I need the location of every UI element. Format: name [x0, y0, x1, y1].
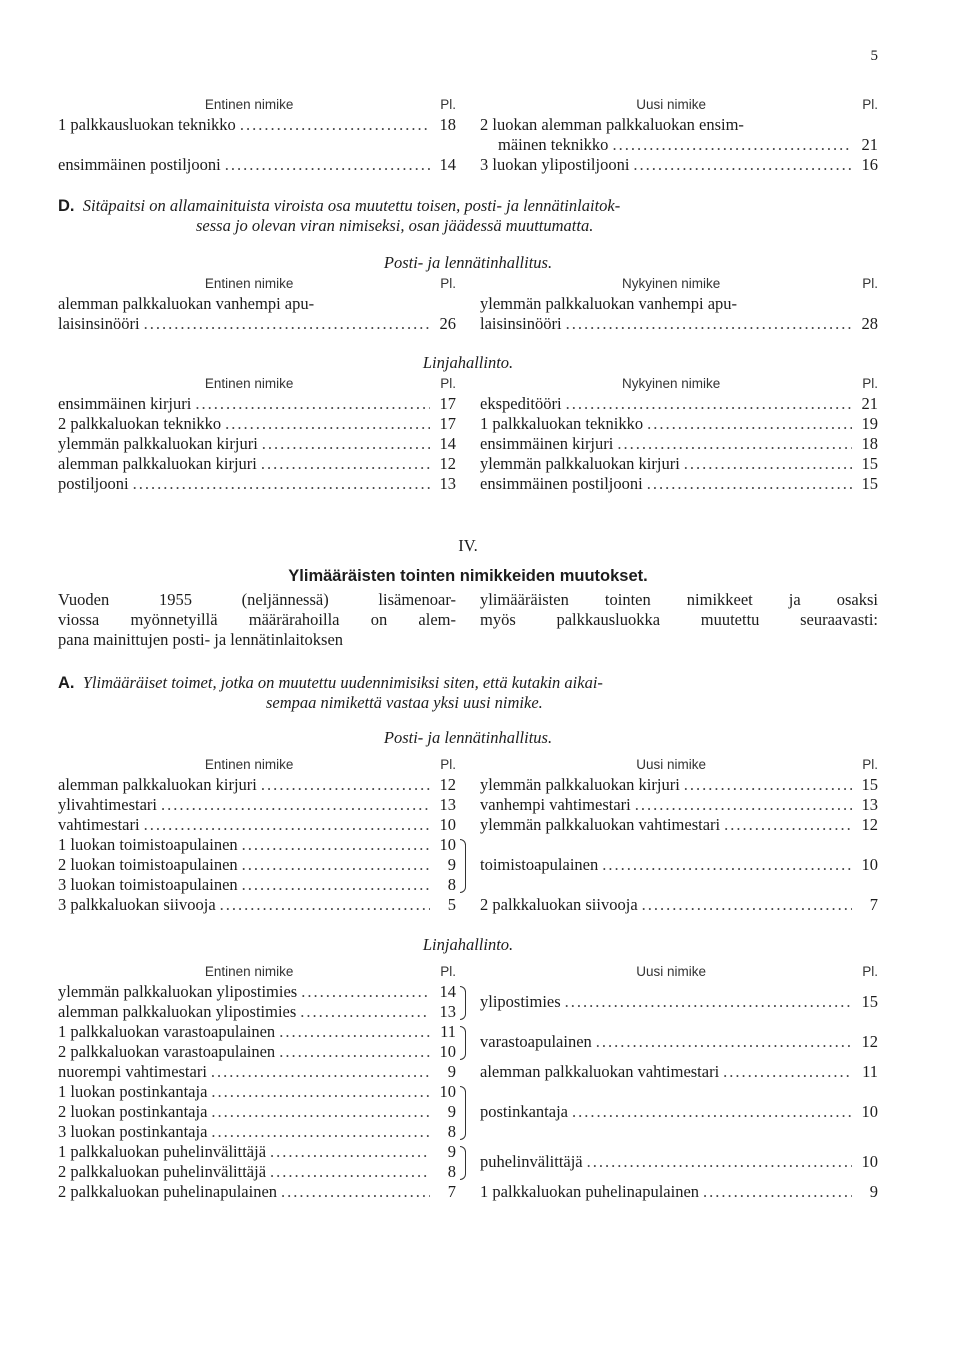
title-cell: postiljooni — [58, 474, 129, 493]
paragraph-line: viossa myönnetyillä määrärahoilla on alem- — [58, 610, 456, 629]
group-brace — [460, 986, 466, 1020]
top-table — [58, 95, 878, 175]
paragraph-line: Vuoden 1955 (neljännessä) lisämenoar- — [58, 590, 456, 609]
section-letter: A. — [58, 674, 75, 692]
section-d-text: sessa jo olevan viran nimiseksi, osan jäädessä muuttumatta. — [196, 216, 594, 235]
dot-leader — [703, 1182, 852, 1202]
table-row-merged — [480, 1102, 878, 1122]
title-cell: varastoapulainen — [480, 1032, 592, 1051]
title-cell: alemman palkkaluokan vahtimestari — [480, 1062, 720, 1081]
table-row — [58, 1002, 456, 1022]
table-row — [58, 775, 456, 795]
pay-class-cell: 15 — [861, 992, 878, 1011]
table-row-merged — [480, 775, 878, 795]
title-cell: 2 luokan toimistoapulainen — [58, 855, 238, 874]
section-a-text: sempaa nimikettä vastaa yksi uusi nimike. — [266, 693, 543, 712]
table-row-merged — [480, 795, 878, 815]
dot-leader — [300, 1002, 430, 1022]
table-row — [58, 1102, 456, 1122]
pay-class-cell: 13 — [439, 474, 456, 493]
dot-leader — [211, 1102, 430, 1122]
part-heading: Ylimääräisten tointen nimikkeiden muutokset. — [288, 567, 648, 585]
column-header-left: Entinen nimike Pl. — [204, 964, 456, 979]
table-row — [58, 1122, 456, 1142]
dot-leader — [635, 795, 852, 815]
dot-leader — [279, 1042, 430, 1062]
pay-class-cell: 13 — [439, 1002, 456, 1021]
table-row — [58, 982, 456, 1002]
dot-leader — [211, 1082, 430, 1102]
pay-class-cell: 15 — [861, 775, 878, 794]
column-header-right: Nykyinen nimike Pl. — [621, 376, 878, 391]
table-row-merged — [480, 1062, 878, 1082]
section-letter: D. — [58, 197, 75, 215]
table-row-merged — [480, 1152, 878, 1172]
table-row — [58, 1042, 456, 1062]
table-row: laisinsinööri ..... 28 — [480, 314, 878, 334]
dot-leader — [723, 1062, 852, 1082]
title-cell: 1 palkkaluokan varastoapulainen — [58, 1022, 276, 1041]
dot-leader — [566, 394, 852, 414]
pay-class-cell: 15 — [861, 474, 878, 493]
table-row: laisinsinööri ..... 26 — [58, 314, 456, 334]
dot-leader — [133, 474, 430, 494]
table-row — [58, 414, 456, 434]
title-cell: ensimmäinen kirjuri — [58, 394, 192, 413]
dot-leader — [602, 855, 852, 875]
dot-leader — [220, 895, 430, 915]
group-brace — [460, 1146, 466, 1180]
pay-class-cell: 8 — [447, 1162, 456, 1181]
dot-leader — [144, 815, 430, 835]
title-cell: vahtimestari — [58, 815, 140, 834]
pay-class-cell: 10 — [439, 835, 456, 854]
title-cell: 3 luokan postinkantaja — [58, 1122, 208, 1141]
paragraph-line: pana mainittujen posti- ja lennätinlaitoksen — [58, 630, 344, 649]
dot-leader — [242, 875, 430, 895]
dot-leader — [647, 414, 852, 434]
dot-leader — [279, 1022, 430, 1042]
pay-class-cell: 10 — [439, 815, 456, 834]
paragraph-line: ylimääräisten tointen nimikkeet ja osaksi — [480, 590, 878, 609]
title-cell: ylemmän palkkaluokan ylipostimies — [58, 982, 298, 1001]
column-header-left: Entinen nimike Pl. — [204, 757, 456, 772]
title-cell: ylemmän palkkaluokan kirjuri — [480, 454, 680, 473]
table-row — [58, 835, 456, 855]
table-row-line: alemman palkkaluokan vanhempi apu- — [58, 294, 315, 313]
pay-class-cell: 19 — [861, 414, 878, 433]
title-cell: ylivahtimestari — [58, 795, 157, 814]
pay-class-cell: 7 — [447, 1182, 456, 1201]
table-row-merged — [480, 815, 878, 835]
section-title: Posti- ja lennätinhallitus. — [383, 253, 553, 272]
table-row-merged — [480, 895, 878, 915]
paragraph-left — [58, 590, 456, 650]
title-cell: 1 palkkaluokan puhelinapulainen — [480, 1182, 700, 1201]
dot-leader — [684, 454, 852, 474]
title-cell: puhelinvälittäjä — [480, 1152, 583, 1171]
title-cell: toimistoapulainen — [480, 855, 599, 874]
dot-leader — [211, 1122, 430, 1142]
pay-class-cell: 10 — [861, 1102, 878, 1121]
column-header-left: Entinen nimike Pl. — [204, 376, 456, 391]
table-row-merged — [480, 992, 878, 1012]
dot-leader — [261, 775, 430, 795]
pay-class-cell: 14 — [439, 434, 456, 453]
dot-leader — [301, 982, 430, 1002]
dot-leader — [270, 1142, 430, 1162]
dot-leader — [161, 795, 430, 815]
title-cell: 1 palkkaluokan teknikko — [480, 414, 644, 433]
pay-class-cell: 5 — [447, 895, 456, 914]
title-cell: 1 palkkaluokan puhelinvälittäjä — [58, 1142, 267, 1161]
dot-leader — [211, 1062, 430, 1082]
section-d-text: Sitäpaitsi on allamainituista viroista osa muutettu toisen, posti- ja lennätinlaitok- — [82, 196, 621, 215]
pay-class-cell: 9 — [447, 1102, 456, 1121]
pay-class-cell: 12 — [861, 1032, 878, 1051]
dot-leader — [195, 394, 430, 414]
pay-class-cell: 18 — [861, 434, 878, 453]
table-row — [58, 474, 456, 494]
dot-leader — [647, 474, 852, 494]
pay-class-cell: 8 — [447, 875, 456, 894]
column-header-left: Entinen nimike Pl. — [204, 276, 456, 291]
section-title: Posti- ja lennätinhallitus. — [383, 728, 553, 747]
paragraph-right — [480, 590, 878, 650]
pay-class-cell: 9 — [869, 1182, 878, 1201]
table-row — [58, 1062, 456, 1082]
linja-section-2 — [58, 934, 878, 1202]
pay-class-cell: 15 — [861, 454, 878, 473]
pay-class-cell: 14 — [439, 982, 456, 1001]
title-cell: 2 palkkaluokan teknikko — [58, 414, 222, 433]
table-row — [58, 394, 456, 414]
column-header-right: Uusi nimike Pl. — [636, 97, 878, 112]
pay-class-cell: 10 — [439, 1082, 456, 1101]
column-header-right: Uusi nimike Pl. — [636, 964, 878, 979]
dot-leader — [225, 414, 430, 434]
title-cell: ekspeditööri — [480, 394, 562, 413]
title-cell: ensimmäinen kirjuri — [480, 434, 614, 453]
table-row — [58, 1182, 456, 1202]
table-row — [58, 434, 456, 454]
table-row — [480, 474, 878, 494]
table-row — [480, 394, 878, 414]
part-iv — [58, 536, 878, 650]
title-cell: alemman palkkaluokan ylipostimies — [58, 1002, 297, 1021]
title-cell: 2 luokan postinkantaja — [58, 1102, 208, 1121]
group-brace — [460, 1086, 466, 1140]
table-row — [58, 855, 456, 875]
dot-leader — [242, 835, 430, 855]
table-row-merged — [480, 1182, 878, 1202]
pay-class-cell: 9 — [447, 1062, 456, 1081]
dot-leader — [572, 1102, 852, 1122]
dot-leader — [261, 454, 430, 474]
pay-class-cell: 10 — [439, 1042, 456, 1061]
title-cell: ylemmän palkkaluokan kirjuri — [58, 434, 258, 453]
title-cell: 3 palkkaluokan siivooja — [58, 895, 216, 914]
pay-class-cell: 13 — [439, 795, 456, 814]
title-cell: 2 palkkaluokan varastoapulainen — [58, 1042, 276, 1061]
title-cell: 1 luokan toimistoapulainen — [58, 835, 238, 854]
table-row — [58, 795, 456, 815]
pay-class-cell: 12 — [861, 815, 878, 834]
pay-class-cell: 21 — [861, 394, 878, 413]
table-row — [58, 1142, 456, 1162]
pay-class-cell: 10 — [861, 1152, 878, 1171]
section-title: Linjahallinto. — [422, 935, 514, 954]
linja-section-1 — [58, 352, 878, 494]
section-a — [58, 673, 878, 713]
pay-class-cell: 9 — [447, 855, 456, 874]
dot-leader — [270, 1162, 430, 1182]
group-brace — [460, 1026, 466, 1060]
dot-leader — [596, 1032, 852, 1052]
table-row — [480, 414, 878, 434]
posti-section-2 — [58, 727, 878, 915]
section-d — [58, 196, 878, 236]
column-header-right: Uusi nimike Pl. — [636, 757, 878, 772]
title-cell: vanhempi vahtimestari — [480, 795, 631, 814]
dot-leader — [587, 1152, 852, 1172]
dot-leader — [684, 775, 852, 795]
title-cell: 1 luokan postinkantaja — [58, 1082, 208, 1101]
dot-leader — [242, 855, 430, 875]
section-title: Linjahallinto. — [422, 353, 514, 372]
title-cell: 2 palkkaluokan puhelinvälittäjä — [58, 1162, 267, 1181]
table-row: 3 luokan ylipostiljooni ..... 16 — [480, 155, 878, 175]
section-a-text: Ylimääräiset toimet, jotka on muutettu uudennimisiksi siten, että kutakin aikai- — [82, 673, 603, 692]
pay-class-cell: 8 — [447, 1122, 456, 1141]
table-row — [58, 454, 456, 474]
title-cell: ylipostimies — [480, 992, 561, 1011]
posti-section-1 — [58, 252, 878, 334]
table-row: ensimmäinen postiljooni ..... 14 — [58, 155, 456, 175]
pay-class-cell: 7 — [869, 895, 878, 914]
title-cell: 3 luokan toimistoapulainen — [58, 875, 238, 894]
dot-leader — [642, 895, 852, 915]
title-cell: postinkantaja — [480, 1102, 568, 1121]
table-row-merged — [480, 855, 878, 875]
table-row — [58, 895, 456, 915]
page-number: 5 — [870, 48, 878, 64]
table-row — [480, 454, 878, 474]
table-row — [58, 1082, 456, 1102]
dot-leader — [281, 1182, 430, 1202]
title-cell: alemman palkkaluokan kirjuri — [58, 775, 257, 794]
dot-leader — [617, 434, 852, 454]
dot-leader — [565, 992, 852, 1012]
pay-class-cell: 9 — [447, 1142, 456, 1161]
pay-class-cell: 17 — [439, 394, 456, 413]
pay-class-cell: 10 — [861, 855, 878, 874]
table-row-merged — [480, 1032, 878, 1052]
column-header-right: Nykyinen nimike Pl. — [621, 276, 878, 291]
pay-class-cell: 17 — [439, 414, 456, 433]
title-cell: 2 palkkaluokan siivooja — [480, 895, 638, 914]
column-header-left: Entinen nimike Pl. — [204, 97, 456, 112]
pay-class-cell: 12 — [439, 454, 456, 473]
title-cell: ylemmän palkkaluokan kirjuri — [480, 775, 680, 794]
title-cell: ylemmän palkkaluokan vahtimestari — [480, 815, 721, 834]
title-cell: ensimmäinen postiljooni — [480, 474, 643, 493]
table-row — [58, 815, 456, 835]
table-row — [480, 434, 878, 454]
title-cell: 2 palkkaluokan puhelinapulainen — [58, 1182, 278, 1201]
table-row-line: ylemmän palkkaluokan vanhempi apu- — [480, 294, 738, 313]
paragraph-line: myös palkkausluokka muutettu seuraavasti: — [480, 610, 878, 629]
table-row: 1 palkkausluokan teknikko ..... 18 — [58, 115, 456, 135]
table-row: mäinen teknikko ..... 21 — [480, 135, 878, 155]
group-brace — [460, 839, 466, 893]
pay-class-cell: 11 — [440, 1022, 456, 1041]
pay-class-cell: 11 — [862, 1062, 878, 1081]
table-row — [58, 1022, 456, 1042]
table-row-line: 2 luokan alemman palkkaluokan ensim- — [480, 115, 744, 134]
pay-class-cell: 13 — [861, 795, 878, 814]
dot-leader — [724, 815, 852, 835]
title-cell: nuorempi vahtimestari — [58, 1062, 207, 1081]
title-cell: alemman palkkaluokan kirjuri — [58, 454, 257, 473]
part-numeral: IV. — [458, 536, 478, 555]
table-row — [58, 875, 456, 895]
dot-leader — [262, 434, 430, 454]
table-row — [58, 1162, 456, 1182]
pay-class-cell: 12 — [439, 775, 456, 794]
